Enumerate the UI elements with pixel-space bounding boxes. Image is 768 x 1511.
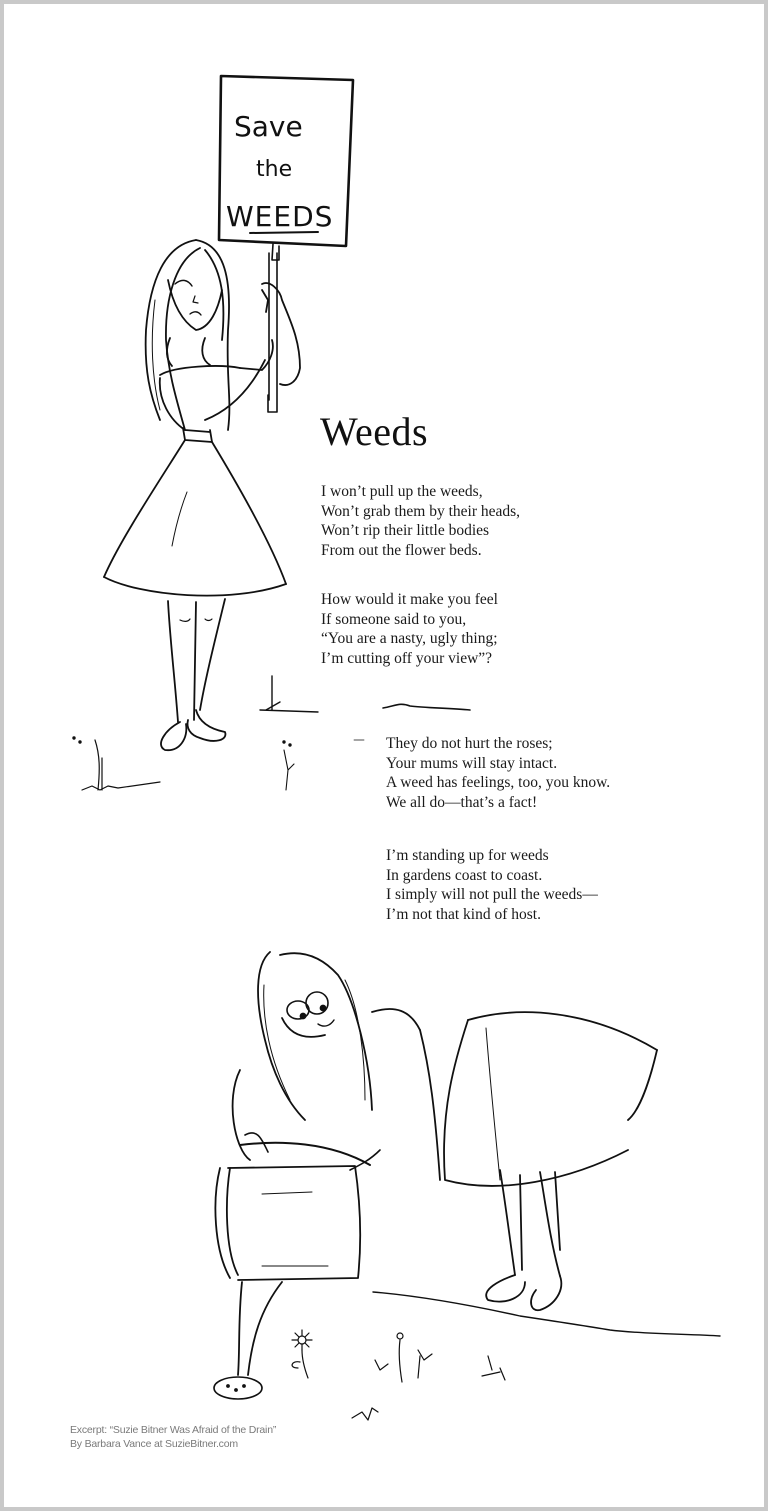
standing-girl-illustration [73,240,318,790]
poem-stanza-3 [386,734,610,812]
poem-line: Won’t rip their little bodies [321,522,490,539]
credit-caption [70,1423,276,1451]
poem-line: I’m not that kind of host. [386,905,541,923]
poem-stanza-1 [321,482,520,560]
poem-line: I won’t pull up the weeds, [321,483,483,500]
credit-excerpt: Excerpt: “Suzie Bitner Was Afraid of the Drain” [70,1424,277,1436]
poem-line: Your mums will stay intact. [386,754,558,772]
poem-line: Won’t grab them by their heads, [321,502,521,520]
protest-sign-illustration [219,76,353,412]
squiggle-divider [383,704,470,710]
poem-line: A weed has feelings, too, you know. [386,774,611,791]
poem-line: I’m standing up for weeds [386,847,549,864]
watering-girl-illustration [214,952,720,1420]
poem-line: They do not hurt the roses; [386,735,553,752]
credit-author: By Barbara Vance at SuzieBitner.com [70,1438,238,1450]
poem-stanza-4 [386,846,598,924]
sign-text-save: Save [234,110,303,143]
poem-stanza-2 [321,590,498,668]
poem-line: From out the flower beds. [321,541,482,559]
poem-line: “You are a nasty, ugly thing; [321,630,498,647]
poem-line: How would it make you feel [321,591,498,608]
poem-line: I’m cutting off your view”? [321,649,493,667]
poem-line: In gardens coast to coast. [386,866,543,884]
sign-text-weeds: WEEDS [226,200,334,233]
poem-line: I simply will not pull the weeds— [386,886,598,903]
poem-line: We all do—that’s a fact! [386,793,538,811]
poem-line: If someone said to you, [321,610,467,628]
poem-title: Weeds [320,409,429,454]
sign-text-the: the [256,157,293,182]
